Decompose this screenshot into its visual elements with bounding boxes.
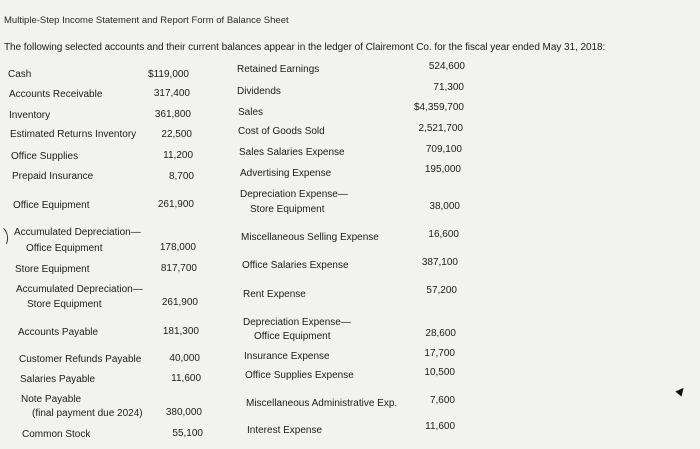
account-name: Estimated Returns Inventory [10, 129, 137, 140]
account-name: Cash [8, 69, 32, 80]
account-name: Note Payable [21, 394, 82, 405]
account-name: Prepaid Insurance [12, 171, 94, 182]
account-value: 38,000 [429, 201, 460, 212]
account-name: Interest Expense [247, 425, 323, 436]
account-value: 709,100 [425, 144, 462, 155]
account-value: 817,700 [160, 263, 197, 274]
account-value: 178,000 [159, 242, 196, 253]
account-name: Dividends [237, 86, 281, 97]
margin-bracket-mark [0, 225, 10, 249]
account-name-cont: Office Equipment [26, 243, 103, 254]
account-value: 16,600 [428, 229, 459, 240]
account-value: 40,000 [169, 353, 200, 364]
page-title: Multiple-Step Income Statement and Report Form of Balance Sheet [4, 15, 289, 26]
account-value: 7,600 [429, 395, 455, 406]
account-name: Office Equipment [13, 200, 90, 211]
account-value: 181,300 [162, 326, 199, 337]
account-name: Insurance Expense [244, 351, 330, 362]
account-value: $4,359,700 [413, 102, 464, 113]
account-value: 317,400 [153, 88, 190, 99]
account-value: 8,700 [168, 171, 194, 182]
account-value: 11,600 [171, 373, 201, 384]
account-value: $119,000 [148, 69, 189, 80]
account-name: Sales Salaries Expense [239, 147, 345, 158]
mouse-pointer-icon [675, 385, 686, 396]
account-name-cont: Store Equipment [250, 204, 325, 215]
account-name: Salaries Payable [20, 374, 96, 385]
account-name: Office Salaries Expense [242, 260, 349, 271]
account-name: Sales [238, 107, 264, 118]
account-value: 28,600 [425, 328, 456, 339]
account-value: 380,000 [165, 407, 202, 418]
account-value: 55,100 [172, 428, 203, 439]
account-value: 195,000 [424, 164, 461, 175]
account-name: Office Supplies Expense [245, 370, 354, 381]
account-name-cont: Office Equipment [254, 331, 331, 342]
account-name: Miscellaneous Selling Expense [241, 232, 379, 243]
account-value: 11,600 [425, 421, 455, 432]
account-value: 2,521,700 [418, 123, 463, 134]
account-name-cont: (final payment due 2024) [32, 408, 143, 419]
intro-text: The following selected accounts and their current balances appear in the ledger of Clairemont Co. for the fiscal year ended May 31, 2018: [4, 42, 606, 53]
account-value: 11,200 [163, 150, 193, 161]
account-name: Rent Expense [243, 289, 306, 300]
account-name: Advertising Expense [240, 168, 332, 179]
account-name: Retained Earnings [237, 64, 320, 75]
account-name: Office Supplies [11, 151, 79, 162]
account-value: 17,700 [424, 348, 455, 359]
account-value: 361,800 [154, 109, 191, 120]
account-value: 10,500 [424, 367, 455, 378]
account-name: Accumulated Depreciation— [16, 284, 143, 295]
account-value: 22,500 [161, 129, 192, 140]
account-name: Accumulated Depreciation— [14, 227, 141, 238]
account-value: 57,200 [426, 285, 457, 296]
account-name: Inventory [9, 110, 51, 121]
account-name: Common Stock [22, 429, 91, 440]
account-name: Accounts Receivable [9, 89, 103, 100]
account-name: Depreciation Expense— [240, 189, 348, 200]
account-value: 71,300 [433, 82, 464, 93]
account-name: Miscellaneous Administrative Exp. [246, 398, 398, 409]
account-name: Cost of Goods Sold [238, 126, 325, 137]
account-value: 261,900 [161, 297, 198, 308]
account-value: 261,900 [157, 199, 194, 210]
account-name: Customer Refunds Payable [19, 354, 142, 365]
account-name: Accounts Payable [18, 327, 99, 338]
account-name-cont: Store Equipment [27, 299, 102, 310]
account-value: 387,100 [421, 257, 458, 268]
account-name: Store Equipment [15, 264, 90, 275]
account-name: Depreciation Expense— [243, 317, 351, 328]
account-value: 524,600 [428, 61, 465, 72]
